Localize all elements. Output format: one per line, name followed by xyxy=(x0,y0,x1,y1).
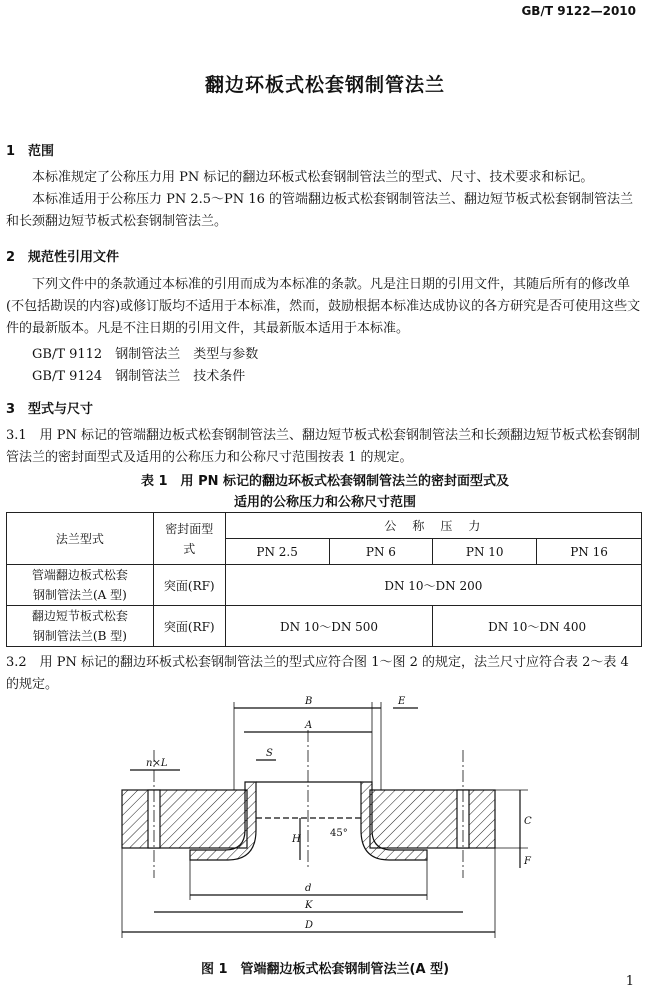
reference-item: GB/T 9124 钢制管法兰 技术条件 xyxy=(32,369,246,384)
section-1-heading: 1 范围 xyxy=(6,144,55,159)
table-header-row xyxy=(7,513,642,539)
clause-3-2: 3.2 用 PN 标记的翻边环板式松套钢制管法兰的型式应符合图 1～图 2 的规定，法兰尺寸应符合表 2～表 4 的规定。 xyxy=(6,655,629,692)
dim-label-angle: 45° xyxy=(330,828,348,839)
figure-1-drawing xyxy=(0,690,650,960)
header-pn: PN 10 xyxy=(433,539,537,565)
cell-range: DN 10～DN 400 xyxy=(433,606,642,647)
header-pn: PN 16 xyxy=(537,539,642,565)
clause-3-1: 3.1 用 PN 标记的管端翻边板式松套钢制管法兰、翻边短节板式松套钢制管法兰和长颈翻边短节板式松套钢制管法兰的密封面型式及适用的公称压力和公称尺寸范围按表 1 的规定。 xyxy=(6,428,641,465)
cell-flange-type: 管端翻边板式松套钢制管法兰(A 型) xyxy=(7,565,154,606)
cell-flange-type: 翻边短节板式松套钢制管法兰(B 型) xyxy=(7,606,154,647)
dim-label-D: D xyxy=(305,920,314,931)
dim-label-d: d xyxy=(305,883,312,894)
dim-label-F: F xyxy=(524,856,531,867)
figure-1-caption: 图 1 管端翻边板式松套钢制管法兰(A 型) xyxy=(200,962,450,977)
cell-range: DN 10～DN 200 xyxy=(225,565,641,606)
dim-label-E: E xyxy=(398,696,406,707)
standard-number: GB/T 9122—2010 xyxy=(521,4,636,18)
header-pn: PN 2.5 xyxy=(225,539,329,565)
table-1-caption: 表 1 用 PN 标记的翻边环板式松套钢制管法兰的密封面型式及 xyxy=(140,474,510,489)
cell-seal: 突面(RF) xyxy=(153,565,225,606)
page-title: 翻边环板式松套钢制管法兰 xyxy=(204,74,445,96)
dim-label-nxL: n×L xyxy=(146,758,168,769)
reference-item: GB/T 9112 钢制管法兰 类型与参数 xyxy=(32,347,259,362)
flange-ring-right xyxy=(370,790,495,848)
header-flange-type: 法兰型式 xyxy=(7,513,154,565)
cell-range: DN 10～DN 500 xyxy=(225,606,433,647)
section-2-heading: 2 规范性引用文件 xyxy=(6,250,120,265)
dim-label-K: K xyxy=(305,900,313,911)
table-row xyxy=(7,606,642,647)
dim-label-A: A xyxy=(305,720,313,731)
header-nominal-pressure: 公 称 压 力 xyxy=(225,513,641,539)
section-1-para-1: 本标准规定了公称压力用 PN 标记的翻边环板式松套钢制管法兰的型式、尺寸、技术要求和标记。 xyxy=(32,170,594,185)
table-row xyxy=(7,565,642,606)
dim-label-C: C xyxy=(524,816,532,827)
section-3-heading: 3 型式与尺寸 xyxy=(6,402,94,417)
flange-ring-left xyxy=(122,790,247,848)
header-seal-type: 密封面型式 xyxy=(153,513,225,565)
dim-label-B: B xyxy=(305,696,313,707)
section-1-para-2: 本标准适用于公称压力 PN 2.5～PN 16 的管端翻边板式松套钢制管法兰、翻边短节板式松套钢制管法兰和长颈翻边短节板式松套钢制管法兰。 xyxy=(6,192,633,229)
table-1 xyxy=(6,512,642,647)
dim-label-S: S xyxy=(266,748,273,759)
dim-label-H: H xyxy=(292,834,301,845)
table-1-caption-2: 适用的公称压力和公称尺寸范围 xyxy=(233,495,416,510)
cell-seal: 突面(RF) xyxy=(153,606,225,647)
page-number: 1 xyxy=(625,974,634,989)
header-pn: PN 6 xyxy=(329,539,433,565)
section-2-para: 下列文件中的条款通过本标准的引用而成为本标准的条款。凡是注日期的引用文件，其随后所有的修改单(不包括勘误的内容)或修订版均不适用于本标准，然而，鼓励根据本标准达成协议的各方研究是否可使用这些文件的最新版本。凡是不注日期的引用文件，其最新版本适用于本标准。 xyxy=(6,277,641,336)
